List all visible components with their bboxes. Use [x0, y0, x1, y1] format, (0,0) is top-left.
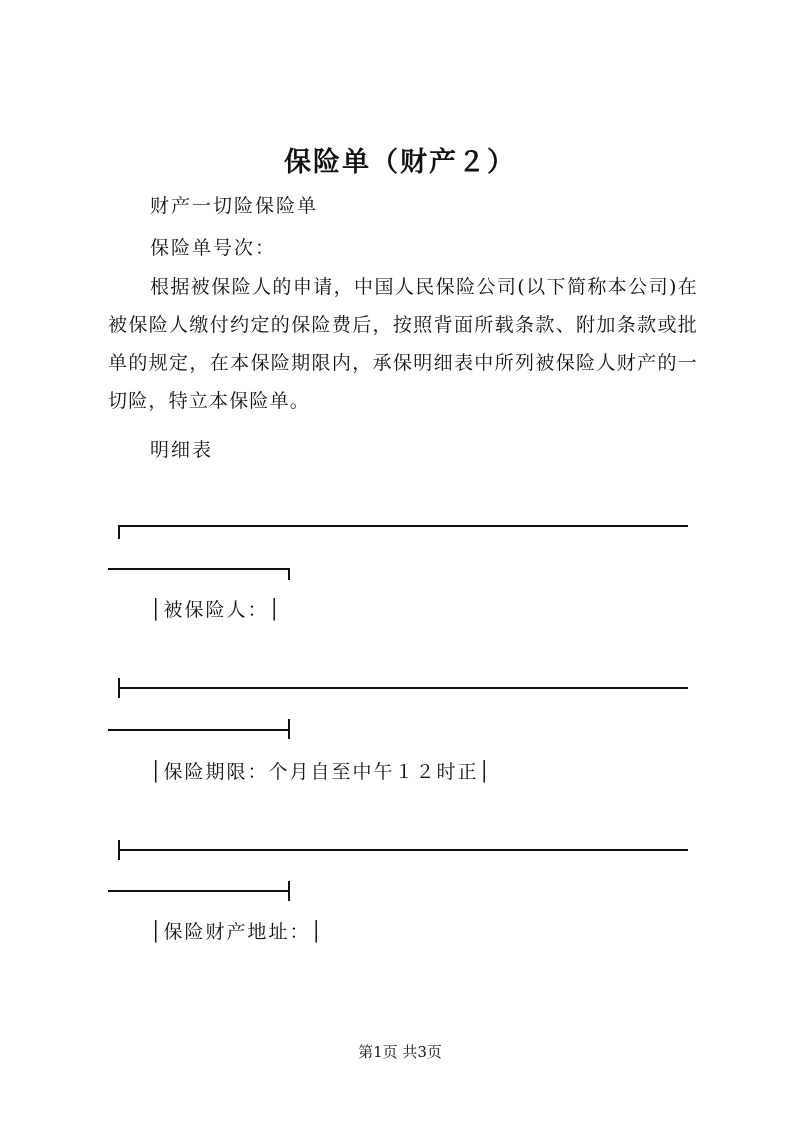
schedule-row-border — [118, 687, 688, 689]
schedule-divider-tick — [288, 881, 290, 901]
page-indicator: 第1页 共3页 — [358, 1043, 442, 1061]
schedule-top-left-tick — [118, 525, 120, 539]
schedule-divider-line — [108, 729, 290, 731]
schedule-row-border — [118, 849, 688, 851]
period-field-label: │保险期限：个月自至中午１２时正│ — [150, 761, 492, 783]
schedule-heading: 明细表 — [150, 439, 214, 461]
subtitle: 财产一切险保险单 — [150, 195, 319, 217]
schedule-divider-tick — [288, 568, 290, 580]
schedule-divider-line — [108, 568, 290, 570]
schedule-top-border — [118, 525, 688, 527]
schedule-divider-tick — [288, 719, 290, 739]
page-title: 保险单（财产２） — [284, 147, 516, 178]
schedule-divider-line — [108, 890, 290, 892]
body-paragraph: 根据被保险人的申请，中国人民保险公司(以下简称本公司)在被保险人缴付约定的保险费后，按照背面所载条款、附加条款或批单的规定，在本保险期限内，承保明细表中所列被保险人财产的一切险，特立本保险单。 — [108, 276, 698, 412]
schedule-row-left-tick — [118, 678, 120, 698]
policy-number-label: 保险单号次： — [150, 237, 277, 259]
schedule-row-left-tick — [118, 840, 120, 860]
insured-field-label: │被保险人：│ — [150, 599, 282, 621]
address-field-label: │保险财产地址：│ — [150, 921, 324, 943]
